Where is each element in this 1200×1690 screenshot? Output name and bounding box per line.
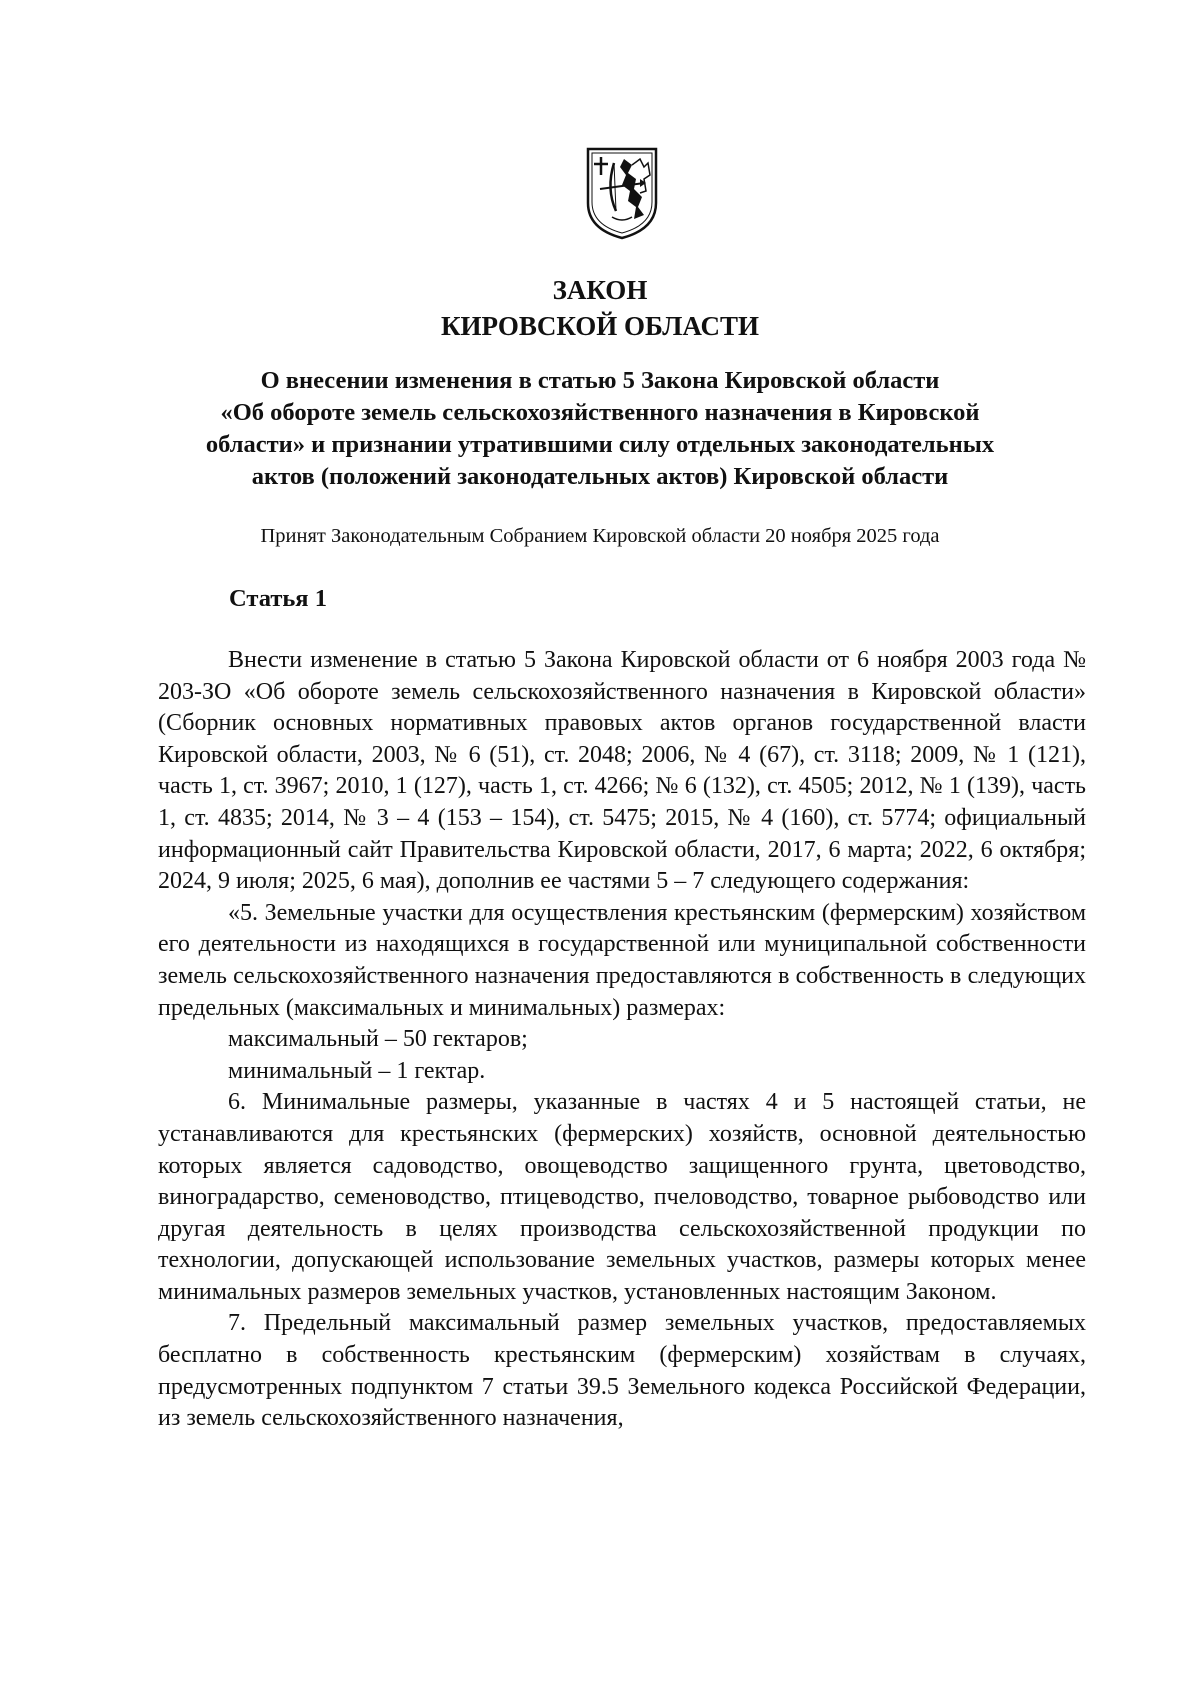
- article-intro-paragraph: Внести изменение в статью 5 Закона Кировской области от 6 ноября 2003 года № 203-ЗО «Об обороте земель сельскохозяйственного назначения в Кировской области» (Сборник основных нормативных правовых актов органов государственной власти Кировской области, 2003, № 6 (51), ст. 2048; 2006, № 4 (67), ст. 3118; 2009, № 1 (121), часть 1, ст. 3967; 2010, 1 (127), часть 1, ст. 4266; № 6 (132), ст. 4505; 2012, № 1 (139), часть 1, ст. 4835; 2014, № 3 – 4 (153 – 154), ст. 5475; 2015, № 4 (160), ст. 5774; официальный информационный сайт Правительства Кировской области, 2017, 6 марта; 2022, 6 октября; 2024, 9 июля; 2025, 6 мая), дополнив ее частями 5 – 7 следующего содержания:: [158, 647, 1086, 895]
- part-5-min-size: минимальный – 1 гектар.: [228, 1057, 486, 1084]
- part-7-paragraph: 7. Предельный максимальный размер земельных участков, предоставляемых бесплатно в собственность крестьянским (фермерским) хозяйствам в случаях, предусмотренных подпунктом 7 статьи 39.5 Земельного кодекса Российской Федерации, из земель сельскохозяйственного назначения,: [158, 1310, 1086, 1432]
- subject-line4: актов (положений законодательных актов) Кировской области: [251, 463, 949, 490]
- subject-line1: О внесении изменения в статью 5 Закона Кировской области: [260, 367, 940, 394]
- part-5-paragraph: «5. Земельные участки для осуществления крестьянским (фермерским) хозяйством его деятельности из находящихся в государственной или муниципальной собственности земель сельскохозяйственного назначения предоставляются в собственность в следующих предельных (максимальных и минимальных) размерах:: [158, 899, 1086, 1021]
- law-title-line1: ЗАКОН: [552, 275, 648, 305]
- part-5-max-size: максимальный – 50 гектаров;: [228, 1026, 528, 1053]
- adoption-note: Принят Законодательным Собранием Кировской области 20 ноября 2025 года: [260, 525, 940, 547]
- part-6-paragraph: 6. Минимальные размеры, указанные в частях 4 и 5 настоящей статьи, не устанавливаются для крестьянских (фермерских) хозяйств, основной деятельностью которых является садоводство, овощеводство защищенного грунта, цветоводство, виноградарство, семеноводство, птицеводство, пчеловодство, товарное рыбоводство или другая деятельность в целях производства сельскохозяйственной продукции по технологии, допускающей использование земельных участков, размеры которых менее минимальных размеров земельных участков, установленных настоящим Законом.: [158, 1089, 1086, 1305]
- coat-of-arms-emblem: [584, 145, 660, 241]
- law-title: [0, 272, 1200, 344]
- law-title-line2: КИРОВСКОЙ ОБЛАСТИ: [440, 311, 760, 341]
- subject-line3: области» и признании утратившими силу отдельных законодательных: [205, 431, 995, 458]
- subject-line2: «Об обороте земель сельскохозяйственного назначения в Кировской: [220, 399, 980, 426]
- article-heading: Статья 1: [229, 585, 327, 612]
- law-subject: [120, 365, 1080, 493]
- article-body: [158, 645, 1086, 1435]
